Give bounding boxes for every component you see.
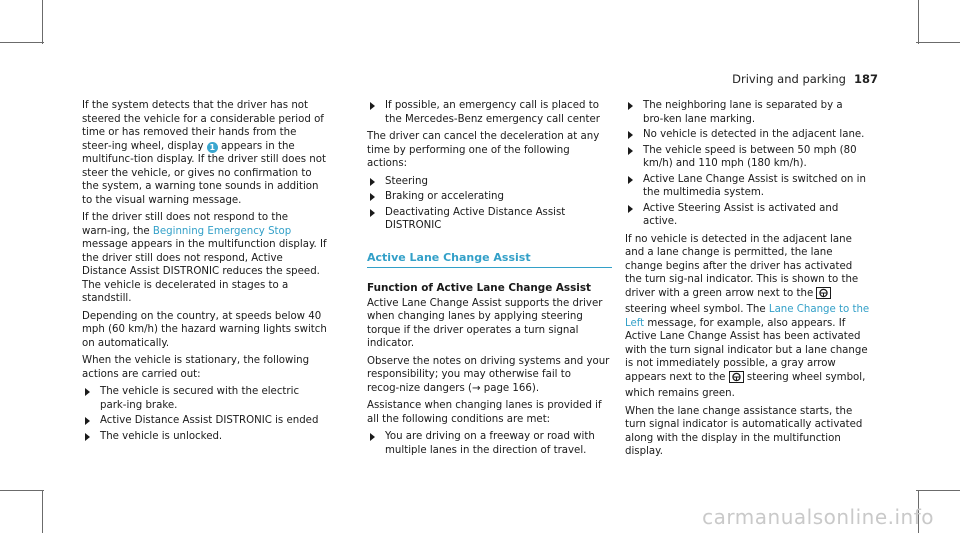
list-item: Active Steering Assist is activated and active. [625, 202, 870, 229]
column-3 [625, 99, 870, 463]
crop-mark [916, 42, 960, 43]
paragraph: When the lane change assistance starts, the turn signal indicator is automatically activated along with the display in the multifunction display. [625, 405, 863, 457]
list-item: Active Lane Change Assist is switched on in the multimedia system. [625, 173, 870, 200]
bullet-list [82, 385, 327, 443]
section-title: Driving and parking [732, 72, 846, 86]
display-message: Beginning Emergency Stop [152, 225, 292, 237]
subsection-heading: Function of Active Lane Change Assist [367, 282, 592, 294]
section-heading: Active Lane Change Assist [367, 251, 612, 269]
list-item: The vehicle is unlocked. [82, 430, 327, 444]
list-item: Braking or accelerating [367, 190, 612, 204]
steering-wheel-icon [816, 287, 831, 304]
crop-mark [42, 0, 43, 44]
page-header [732, 72, 878, 86]
paragraph: Active Lane Change Assist supports the driver when changing lanes by applying steering torque if the driver operates a turn signal indicator. [367, 297, 603, 349]
paragraph: Assistance when changing lanes is provided if all the following conditions are met: [367, 400, 602, 425]
paragraph: Depending on the country, at speeds below 40 mph (60 km/h) the hazard warning lights switch on automatically. [82, 310, 327, 349]
column-2 [367, 99, 612, 461]
crop-mark [918, 0, 919, 44]
crop-mark [0, 42, 44, 43]
paragraph: The driver can cancel the deceleration at any time by performing one of the following actions: [367, 131, 600, 169]
list-item: Steering [367, 175, 612, 189]
list-item: The neighboring lane is separated by a bro‑ken lane marking. [625, 99, 870, 126]
crop-mark [0, 490, 44, 491]
column-1 [82, 99, 327, 447]
bullet-list [367, 430, 612, 457]
paragraph: When the vehicle is stationary, the following actions are carried out: [82, 355, 310, 380]
list-item: The vehicle speed is between 50 mph (80 km/h) and 110 mph (180 km/h). [625, 144, 870, 171]
crop-mark [42, 490, 43, 533]
crop-mark [916, 490, 960, 491]
bullet-list [367, 99, 612, 126]
watermark: carmanualsonline.info [702, 505, 934, 529]
list-item: Active Distance Assist DISTRONIC is ended [82, 414, 327, 428]
bullet-list [625, 99, 870, 229]
list-item: The vehicle is secured with the electric park‑ing brake. [82, 385, 327, 412]
list-item: No vehicle is detected in the adjacent lane. [625, 128, 870, 142]
page-number: 187 [853, 72, 878, 86]
paragraph: If the driver still does not respond to the warn‑ing, the Beginning Emergency Stop message appears in the multifunction display. If the driver still does not respond, Active Distance Assist DISTRONIC reduces the speed. The vehicle is decelerated in stages to a standstill. [82, 212, 327, 304]
display-message: Lane Change to the Left [625, 304, 870, 329]
steering-wheel-icon [729, 371, 744, 388]
display-number-badge: 1 [207, 142, 218, 153]
bullet-list [367, 175, 612, 233]
list-item: If possible, an emergency call is placed to the Mercedes‑Benz emergency call center [367, 99, 612, 126]
paragraph: Observe the notes on driving systems and your responsibility; you may otherwise fail to recog‑nize dangers (→ page 166). [367, 355, 610, 394]
paragraph: If the system detects that the driver has not steered the vehicle for a considerable period of time or has removed their hands from the steer‑ing wheel, display 1 appears in the multifunc‑tion display. If the driver still does not steer the vehicle, or gives no confirmation to the system, a warning tone sounds in addition to the visual warning message. [82, 100, 326, 206]
list-item: You are driving on a freeway or road with multiple lanes in the direction of travel. [367, 430, 612, 457]
paragraph: If no vehicle is detected in the adjacent lane and a lane change is permitted, the lane change begins after the driver has activated the turn sig‑nal indicator. This is shown to the driver with a green arrow next to the steering wheel symbol. The Lane Change to the Left message, for example, also appears. If Active Lane Change Assist has been activated with the turn signal indicator but a lane change is not immediately possible, a gray arrow appears next to the steering wheel symbol, which remains green. [625, 233, 870, 399]
list-item: Deactivating Active Distance Assist DISTRONIC [367, 206, 612, 233]
